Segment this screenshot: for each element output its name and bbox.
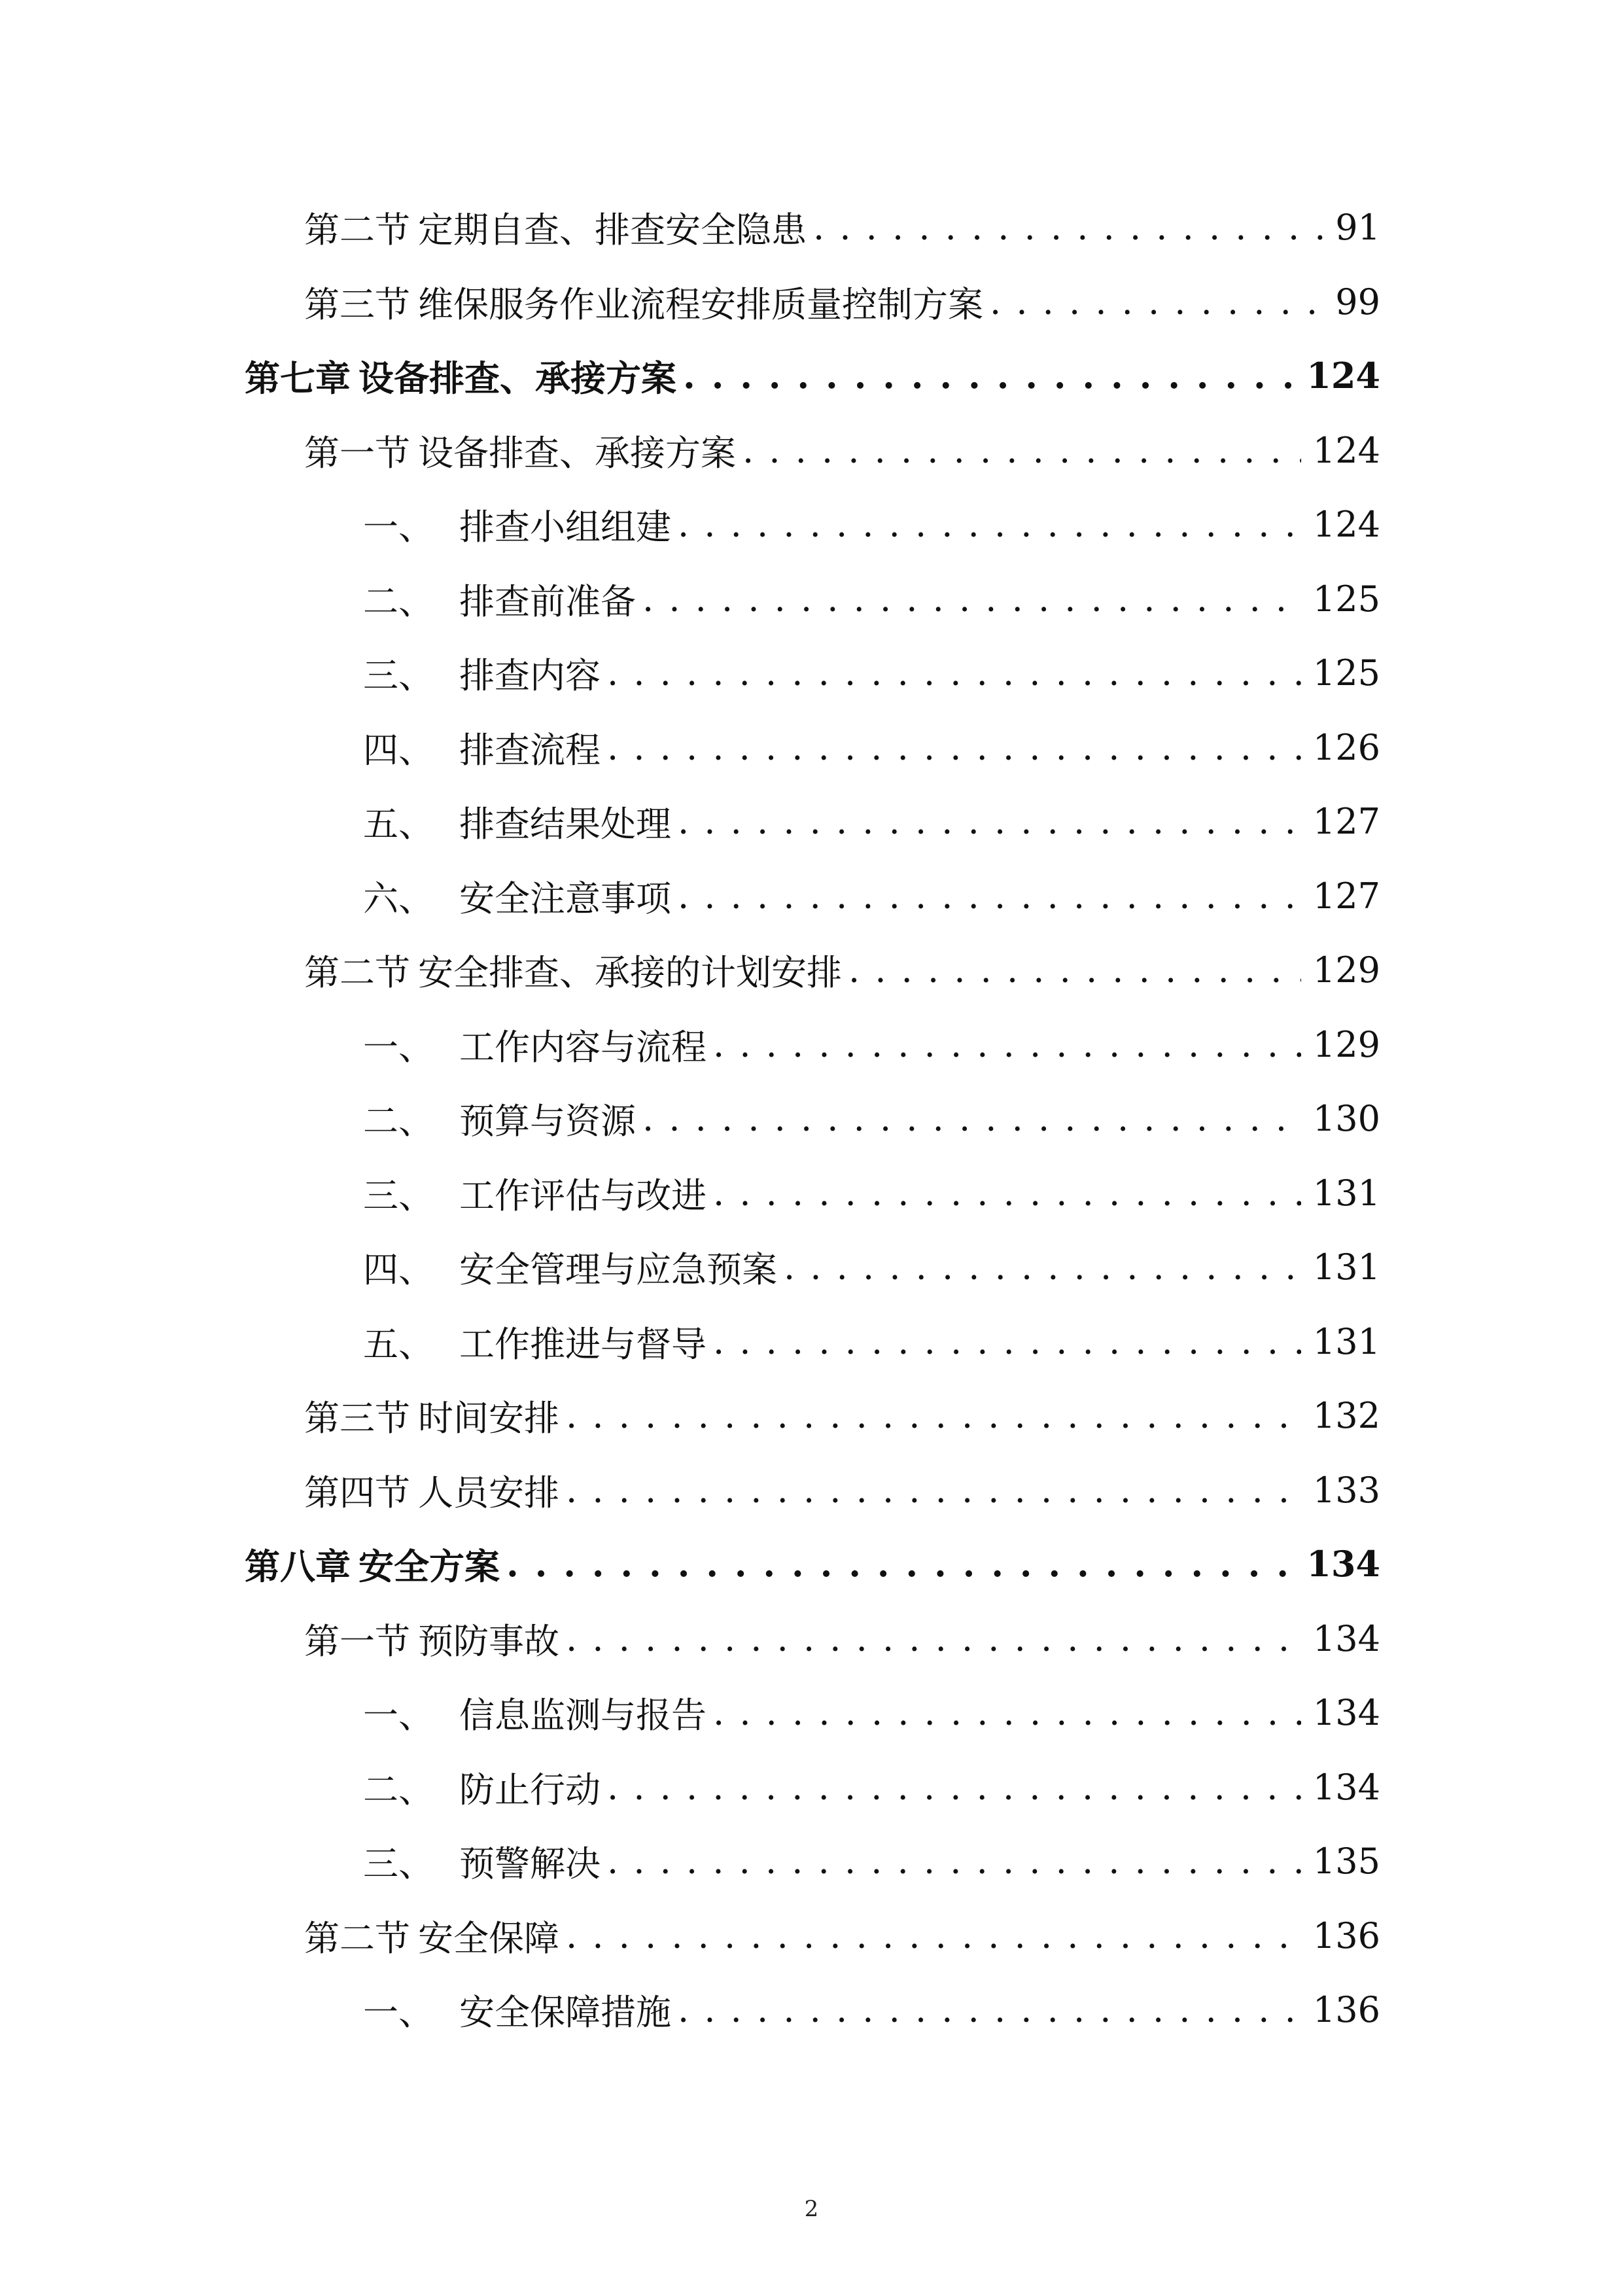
toc-entry-title: 安全管理与应急预案 <box>459 1248 777 1290</box>
toc-entry-number: 三、 <box>363 1843 434 1884</box>
toc-entry-chapter[interactable] <box>245 343 1380 408</box>
toc-entry-number: 五、 <box>363 803 434 845</box>
toc-entry-item[interactable] <box>363 788 1380 854</box>
toc-entry-number: 二、 <box>363 1100 434 1142</box>
toc-entry-title: 排查前准备 <box>459 580 636 622</box>
toc-dot-leader <box>607 715 1301 780</box>
toc-entry-number: 一、 <box>363 506 434 548</box>
toc-entry-page: 134 <box>1306 1543 1380 1585</box>
toc-entry-page: 135 <box>1312 1840 1380 1882</box>
toc-dot-leader <box>713 1309 1301 1374</box>
toc-entry-chapter[interactable] <box>245 1531 1380 1597</box>
toc-entry-item[interactable] <box>363 715 1380 780</box>
toc-dot-leader <box>642 1086 1301 1151</box>
toc-entry-section[interactable] <box>304 194 1380 260</box>
toc-entry-item[interactable] <box>363 1309 1380 1374</box>
toc-entry-number: 四、 <box>363 1248 434 1290</box>
toc-entry-number: 第一节 <box>304 432 410 474</box>
toc-entry-title: 安全保障 <box>418 1917 559 1959</box>
toc-dot-leader <box>784 1234 1301 1299</box>
toc-entry-title: 工作评估与改进 <box>459 1174 707 1216</box>
toc-entry-section[interactable] <box>304 1457 1380 1523</box>
toc-entry-number: 一、 <box>363 1026 434 1068</box>
toc-entry-title: 排查流程 <box>459 729 601 771</box>
toc-entry-page: 134 <box>1312 1766 1380 1808</box>
toc-entry-item[interactable] <box>363 491 1380 557</box>
toc-entry-page: 124 <box>1312 503 1380 545</box>
toc-entry-item[interactable] <box>363 1754 1380 1820</box>
toc-entry-title: 设备排查、承接方案 <box>358 357 676 399</box>
toc-entry-title: 维保服务作业流程安排质量控制方案 <box>418 283 983 325</box>
toc-entry-page: 131 <box>1312 1172 1380 1214</box>
toc-entry-page: 132 <box>1312 1394 1380 1436</box>
toc-entry-item[interactable] <box>363 1086 1380 1151</box>
toc-dot-leader <box>742 417 1301 483</box>
toc-entry-title: 预防事故 <box>418 1620 559 1662</box>
toc-dot-leader <box>566 1383 1301 1448</box>
toc-entry-page: 136 <box>1312 1915 1380 1956</box>
toc-entry-number: 第二节 <box>304 1917 410 1959</box>
toc-dot-leader <box>607 1828 1301 1894</box>
toc-dot-leader <box>566 1903 1301 1968</box>
toc-dot-leader <box>813 194 1323 260</box>
toc-entry-number: 第三节 <box>304 1397 410 1439</box>
toc-entry-title: 安全方案 <box>358 1545 500 1587</box>
toc-entry-title: 工作内容与流程 <box>459 1026 707 1068</box>
toc-entry-page: 124 <box>1312 429 1380 471</box>
toc-entry-number: 六、 <box>363 877 434 919</box>
toc-entry-title: 定期自查、排查安全隐患 <box>418 209 807 251</box>
toc-entry-item[interactable] <box>363 1828 1380 1894</box>
toc-entry-page: 129 <box>1312 1023 1380 1065</box>
toc-entry-number: 二、 <box>363 580 434 622</box>
toc-entry-item[interactable] <box>363 1234 1380 1299</box>
toc-dot-leader <box>678 1977 1301 2042</box>
toc-entry-page: 99 <box>1335 281 1380 323</box>
toc-entry-number: 第二节 <box>304 209 410 251</box>
toc-entry-number: 三、 <box>363 654 434 696</box>
toc-dot-leader <box>678 863 1301 928</box>
toc-entry-title: 预算与资源 <box>459 1100 636 1142</box>
toc-entry-section[interactable] <box>304 269 1380 334</box>
toc-entry-page: 134 <box>1312 1691 1380 1733</box>
page-number: 2 <box>804 2196 819 2222</box>
toc-entry-section[interactable] <box>304 1383 1380 1448</box>
toc-entry-item[interactable] <box>363 1680 1380 1745</box>
toc-entry-section[interactable] <box>304 1903 1380 1968</box>
toc-entry-page: 133 <box>1312 1469 1380 1511</box>
toc-entry-page: 125 <box>1312 652 1380 694</box>
toc-entry-page: 129 <box>1312 949 1380 991</box>
toc-entry-number: 三、 <box>363 1174 434 1216</box>
toc-entry-page: 134 <box>1312 1617 1380 1659</box>
toc-entry-page: 126 <box>1312 726 1380 768</box>
toc-entry-number: 一、 <box>363 1694 434 1736</box>
toc-entry-page: 131 <box>1312 1320 1380 1362</box>
toc-entry-number: 第一节 <box>304 1620 410 1662</box>
toc-dot-leader <box>607 1754 1301 1820</box>
toc-entry-number: 一、 <box>363 1991 434 2033</box>
toc-entry-number: 第二节 <box>304 951 410 993</box>
toc-entry-item[interactable] <box>363 1012 1380 1077</box>
toc-entry-title: 防止行动 <box>459 1769 601 1810</box>
toc-entry-section[interactable] <box>304 1606 1380 1671</box>
toc-dot-leader <box>990 269 1323 334</box>
toc-entry-number: 第四节 <box>304 1472 410 1513</box>
toc-entry-title: 排查小组组建 <box>459 506 671 548</box>
toc-entry-page: 124 <box>1306 355 1380 397</box>
toc-entry-item[interactable] <box>363 640 1380 705</box>
toc-dot-leader <box>566 1606 1301 1671</box>
toc-entry-item[interactable] <box>363 566 1380 631</box>
toc-dot-leader <box>713 1160 1301 1226</box>
toc-dot-leader <box>566 1457 1301 1523</box>
toc-entry-title: 排查内容 <box>459 654 601 696</box>
toc-entry-page: 91 <box>1335 206 1380 248</box>
toc-entry-number: 第三节 <box>304 283 410 325</box>
toc-entry-page: 125 <box>1312 578 1380 620</box>
toc-entry-number: 第八章 <box>245 1545 351 1587</box>
toc-entry-title: 安全保障措施 <box>459 1991 671 2033</box>
toc-entry-page: 127 <box>1312 800 1380 842</box>
toc-entry-title: 安全注意事项 <box>459 877 671 919</box>
toc-entry-title: 安全排查、承接的计划安排 <box>418 951 842 993</box>
toc-entry-title: 信息监测与报告 <box>459 1694 707 1736</box>
toc-dot-leader <box>713 1680 1301 1745</box>
toc-entry-section[interactable] <box>304 937 1380 1002</box>
toc-dot-leader <box>607 640 1301 705</box>
toc-dot-leader <box>506 1531 1295 1597</box>
toc-entry-number: 五、 <box>363 1323 434 1365</box>
toc-entry-title: 时间安排 <box>418 1397 559 1439</box>
toc-entry-title: 人员安排 <box>418 1472 559 1513</box>
toc-dot-leader <box>683 343 1295 408</box>
toc-entry-item[interactable] <box>363 1977 1380 2042</box>
toc-entry-number: 二、 <box>363 1769 434 1810</box>
toc-entry-section[interactable] <box>304 417 1380 483</box>
toc-dot-leader <box>678 491 1301 557</box>
toc-entry-item[interactable] <box>363 863 1380 928</box>
toc-entry-page: 127 <box>1312 875 1380 917</box>
toc-entry-title: 设备排查、承接方案 <box>418 432 736 474</box>
toc-entry-number: 第七章 <box>245 357 351 399</box>
toc-dot-leader <box>678 788 1301 854</box>
toc-entry-title: 排查结果处理 <box>459 803 671 845</box>
toc-entry-number: 四、 <box>363 729 434 771</box>
toc-entry-page: 131 <box>1312 1246 1380 1288</box>
toc-entry-page: 130 <box>1312 1097 1380 1139</box>
toc-entry-page: 136 <box>1312 1988 1380 2030</box>
toc-entry-title: 预警解决 <box>459 1843 601 1884</box>
toc-dot-leader <box>848 937 1301 1002</box>
toc-entry-item[interactable] <box>363 1160 1380 1226</box>
toc-dot-leader <box>713 1012 1301 1077</box>
toc-entry-title: 工作推进与督导 <box>459 1323 707 1365</box>
toc-dot-leader <box>642 566 1301 631</box>
